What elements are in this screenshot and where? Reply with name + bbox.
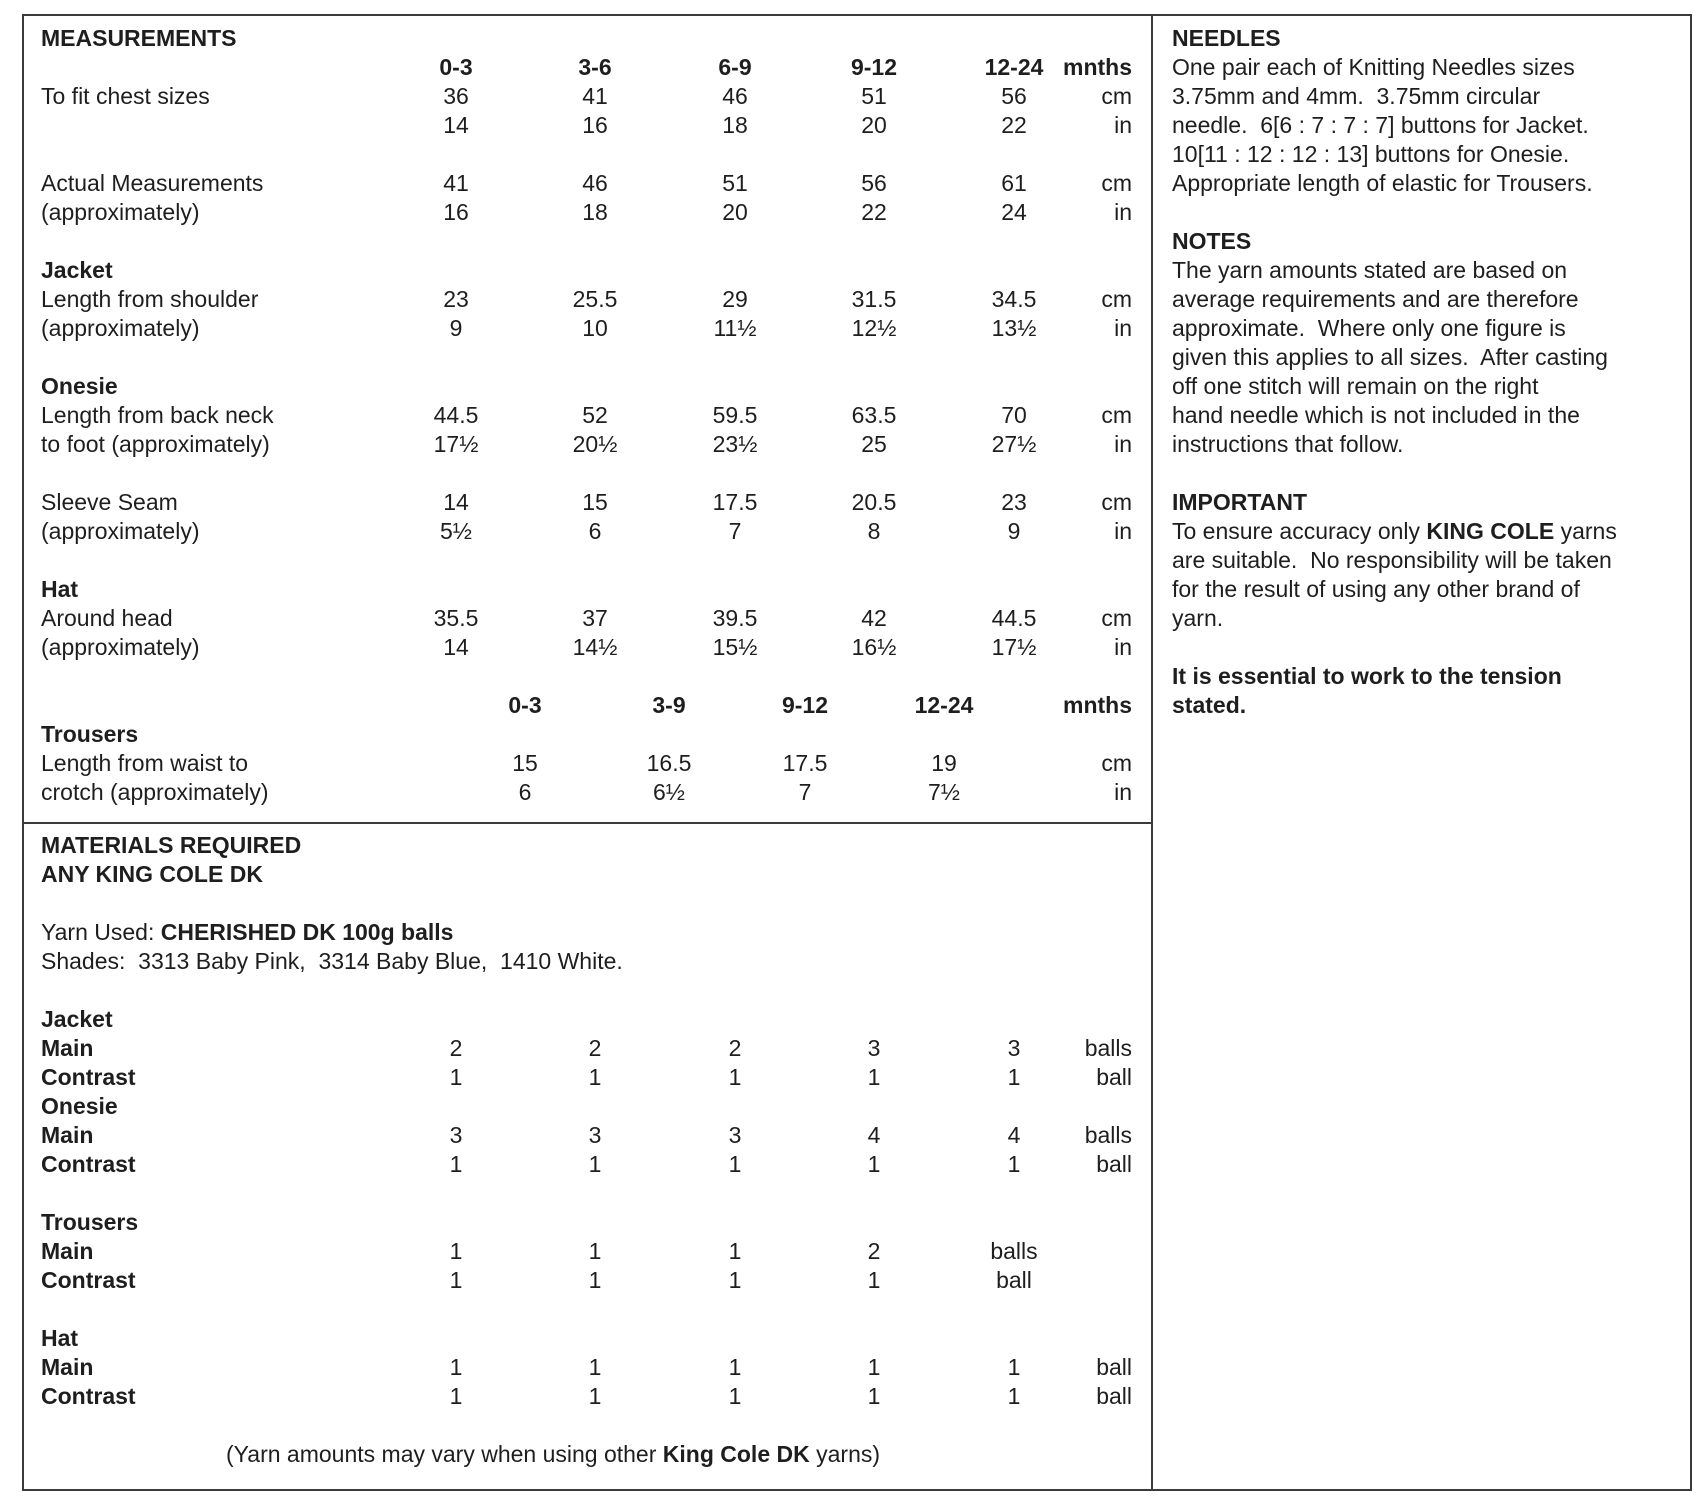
actual-in: 18	[582, 199, 608, 225]
notes-heading: NOTES	[1172, 228, 1252, 254]
column-divider	[1151, 14, 1153, 1491]
yarn-used-label: Yarn Used:	[41, 919, 155, 945]
yarn-used-value: CHERISHED DK 100g balls	[160, 919, 454, 945]
notes-line: instructions that follow.	[1172, 431, 1404, 457]
chest-in: 20	[861, 112, 887, 138]
onesie-in: 17½	[433, 431, 479, 457]
mat-trousers-heading: Trousers	[41, 1209, 139, 1235]
mat-contrast-label: Contrast	[41, 1064, 136, 1090]
yarn-used	[41, 918, 453, 946]
size-header: 3-6	[578, 54, 612, 80]
sleeve-in: 8	[867, 518, 881, 544]
chest-cm: 56	[1001, 83, 1027, 109]
footnote-text: yarns)	[809, 1441, 881, 1467]
mat-jacket-contrast: 1	[449, 1064, 463, 1090]
important-heading: IMPORTANT	[1172, 489, 1308, 515]
mat-onesie-contrast: 1	[728, 1151, 742, 1177]
mat-onesie-main: 3	[588, 1122, 602, 1148]
onesie-cm: 44.5	[433, 402, 479, 428]
mat-jacket-main: 3	[867, 1035, 881, 1061]
notes-line: off one stitch will remain on the right	[1172, 373, 1539, 399]
mat-main-label: Main	[41, 1035, 94, 1061]
unit-in: in	[1114, 431, 1132, 457]
tension-note: It is essential to work to the tension	[1172, 663, 1562, 689]
mat-hat-contrast: 1	[728, 1383, 742, 1409]
needles-line: 3.75mm and 4mm. 3.75mm circular	[1172, 83, 1541, 109]
trousers-cm: 17.5	[782, 750, 828, 776]
trousers-in: 7	[798, 779, 812, 805]
mat-onesie-contrast: 1	[1007, 1151, 1021, 1177]
mat-hat-main: 1	[588, 1354, 602, 1380]
notes-line: approximate. Where only one figure is	[1172, 315, 1566, 341]
unit-cm: cm	[1101, 170, 1132, 196]
footnote-text: (Yarn amounts may vary when using other	[226, 1441, 663, 1467]
onesie-cm: 63.5	[851, 402, 897, 428]
mat-unit: ball	[1096, 1354, 1132, 1380]
mat-hat-main: 1	[728, 1354, 742, 1380]
section-divider	[22, 822, 1153, 824]
size-header: 9-12	[850, 54, 898, 80]
mat-jacket-main: 2	[449, 1035, 463, 1061]
jacket-cm: 23	[443, 286, 469, 312]
tension-note: stated.	[1172, 692, 1247, 718]
important-brand: KING COLE	[1426, 518, 1555, 544]
important-line	[1172, 517, 1617, 545]
mat-unit: ball	[1096, 1383, 1132, 1409]
hat-cm: 37	[582, 605, 608, 631]
sleeve-in: 7	[728, 518, 742, 544]
mat-jacket-contrast: 1	[588, 1064, 602, 1090]
unit-in: in	[1114, 518, 1132, 544]
hat-cm: 42	[861, 605, 887, 631]
needles-line: One pair each of Knitting Needles sizes	[1172, 54, 1575, 80]
chest-in: 22	[1001, 112, 1027, 138]
actual-sublabel: (approximately)	[41, 199, 200, 225]
hat-label: Around head	[41, 605, 173, 631]
notes-line: hand needle which is not included in the	[1172, 402, 1580, 428]
mat-hat-main: 1	[867, 1354, 881, 1380]
mat-trousers-main: 1	[588, 1238, 602, 1264]
trousers-sublabel: crotch (approximately)	[41, 779, 269, 805]
jacket-heading: Jacket	[41, 257, 113, 283]
mat-onesie-main: 3	[449, 1122, 463, 1148]
mat-onesie-contrast: 1	[588, 1151, 602, 1177]
actual-cm: 46	[582, 170, 608, 196]
mat-jacket-heading: Jacket	[41, 1006, 113, 1032]
mat-jacket-main: 2	[588, 1035, 602, 1061]
actual-cm: 56	[861, 170, 887, 196]
yarn-footnote	[226, 1440, 880, 1468]
mat-trousers-main: 2	[867, 1238, 881, 1264]
hat-cm: 39.5	[712, 605, 758, 631]
jacket-sublabel: (approximately)	[41, 315, 200, 341]
needles-line: 10[11 : 12 : 12 : 13] buttons for Onesie.	[1172, 141, 1570, 167]
mat-contrast-label: Contrast	[41, 1267, 136, 1293]
trousers-label: Length from waist to	[41, 750, 249, 776]
chest-label: To fit chest sizes	[41, 83, 210, 109]
sleeve-cm: 15	[582, 489, 608, 515]
actual-label: Actual Measurements	[41, 170, 264, 196]
shades: Shades: 3313 Baby Pink, 3314 Baby Blue, 1410 White.	[41, 948, 623, 974]
mat-onesie-main: 4	[1007, 1122, 1021, 1148]
trousers-size-header: 9-12	[781, 692, 829, 718]
footnote-brand: King Cole DK	[662, 1441, 810, 1467]
unit-cm: cm	[1101, 286, 1132, 312]
mat-trousers-contrast: 1	[588, 1267, 602, 1293]
trousers-heading: Trousers	[41, 721, 139, 747]
actual-in: 24	[1001, 199, 1027, 225]
sleeve-in: 6	[588, 518, 602, 544]
actual-in: 20	[722, 199, 748, 225]
chest-cm: 41	[582, 83, 608, 109]
mat-jacket-contrast: 1	[1007, 1064, 1021, 1090]
notes-line: The yarn amounts stated are based on	[1172, 257, 1568, 283]
unit-cm: cm	[1101, 605, 1132, 631]
size-unit: mnths	[1063, 54, 1132, 80]
mat-contrast-label: Contrast	[41, 1383, 136, 1409]
actual-cm: 61	[1001, 170, 1027, 196]
mat-hat-main: 1	[1007, 1354, 1021, 1380]
jacket-cm: 34.5	[991, 286, 1037, 312]
unit-in: in	[1114, 199, 1132, 225]
trousers-cm: 15	[512, 750, 538, 776]
sleeve-in: 5½	[440, 518, 472, 544]
mat-jacket-contrast: 1	[867, 1064, 881, 1090]
mat-trousers-contrast: 1	[867, 1267, 881, 1293]
mat-hat-contrast: 1	[588, 1383, 602, 1409]
hat-sublabel: (approximately)	[41, 634, 200, 660]
mat-main-label: Main	[41, 1238, 94, 1264]
jacket-label: Length from shoulder	[41, 286, 259, 312]
onesie-in: 23½	[712, 431, 758, 457]
mat-hat-contrast: 1	[867, 1383, 881, 1409]
needles-line: needle. 6[6 : 7 : 7 : 7] buttons for Jacket.	[1172, 112, 1589, 138]
trousers-in: 7½	[928, 779, 960, 805]
important-text: To ensure accuracy only	[1172, 518, 1427, 544]
size-header: 0-3	[439, 54, 473, 80]
mat-unit: balls	[990, 1238, 1038, 1264]
mat-hat-main: 1	[449, 1354, 463, 1380]
mat-onesie-main: 4	[867, 1122, 881, 1148]
jacket-in: 13½	[991, 315, 1037, 341]
unit-cm: cm	[1101, 750, 1132, 776]
mat-unit: balls	[1084, 1122, 1132, 1148]
mat-unit: ball	[1096, 1064, 1132, 1090]
jacket-cm: 25.5	[572, 286, 618, 312]
trousers-in: 6	[518, 779, 532, 805]
hat-in: 15½	[712, 634, 758, 660]
mat-onesie-contrast: 1	[449, 1151, 463, 1177]
chest-in: 16	[582, 112, 608, 138]
mat-main-label: Main	[41, 1354, 94, 1380]
trousers-cm: 16.5	[646, 750, 692, 776]
mat-unit: ball	[996, 1267, 1032, 1293]
mat-hat-contrast: 1	[449, 1383, 463, 1409]
sleeve-sublabel: (approximately)	[41, 518, 200, 544]
mat-jacket-contrast: 1	[728, 1064, 742, 1090]
unit-in: in	[1114, 315, 1132, 341]
hat-in: 17½	[991, 634, 1037, 660]
trousers-size-header: 0-3	[508, 692, 542, 718]
jacket-in: 10	[582, 315, 608, 341]
important-line: for the result of using any other brand of	[1172, 576, 1580, 602]
chest-cm: 51	[861, 83, 887, 109]
mat-trousers-contrast: 1	[728, 1267, 742, 1293]
materials-subheading: ANY KING COLE DK	[41, 861, 263, 887]
jacket-cm: 31.5	[851, 286, 897, 312]
hat-cm: 44.5	[991, 605, 1037, 631]
size-header: 12-24	[984, 54, 1044, 80]
size-unit: mnths	[1063, 692, 1132, 718]
onesie-sublabel: to foot (approximately)	[41, 431, 270, 457]
sleeve-cm: 17.5	[712, 489, 758, 515]
sleeve-cm: 20.5	[851, 489, 897, 515]
important-line: yarn.	[1172, 605, 1224, 631]
unit-cm: cm	[1101, 83, 1132, 109]
actual-in: 16	[443, 199, 469, 225]
chest-cm: 36	[443, 83, 469, 109]
mat-trousers-main: 1	[728, 1238, 742, 1264]
jacket-in: 12½	[851, 315, 897, 341]
mat-onesie-heading: Onesie	[41, 1093, 118, 1119]
sleeve-cm: 14	[443, 489, 469, 515]
actual-cm: 51	[722, 170, 748, 196]
unit-in: in	[1114, 634, 1132, 660]
mat-trousers-contrast: 1	[449, 1267, 463, 1293]
hat-in: 14½	[572, 634, 618, 660]
unit-in: in	[1114, 779, 1132, 805]
needles-heading: NEEDLES	[1172, 25, 1281, 51]
mat-unit: balls	[1084, 1035, 1132, 1061]
actual-cm: 41	[443, 170, 469, 196]
hat-in: 14	[443, 634, 469, 660]
materials-heading: MATERIALS REQUIRED	[41, 832, 302, 858]
onesie-cm: 59.5	[712, 402, 758, 428]
trousers-size-header: 3-9	[652, 692, 686, 718]
mat-hat-contrast: 1	[1007, 1383, 1021, 1409]
size-header: 6-9	[718, 54, 752, 80]
page-border	[22, 14, 1692, 1491]
onesie-cm: 52	[582, 402, 608, 428]
mat-jacket-main: 3	[1007, 1035, 1021, 1061]
unit-cm: cm	[1101, 489, 1132, 515]
trousers-cm: 19	[931, 750, 957, 776]
notes-line: given this applies to all sizes. After casting	[1172, 344, 1608, 370]
trousers-size-header: 12-24	[914, 692, 974, 718]
unit-cm: cm	[1101, 402, 1132, 428]
mat-unit: ball	[1096, 1151, 1132, 1177]
needles-line: Appropriate length of elastic for Trousers.	[1172, 170, 1593, 196]
trousers-in: 6½	[653, 779, 685, 805]
notes-line: average requirements and are therefore	[1172, 286, 1579, 312]
sleeve-label: Sleeve Seam	[41, 489, 178, 515]
chest-cm: 46	[722, 83, 748, 109]
mat-hat-heading: Hat	[41, 1325, 79, 1351]
hat-in: 16½	[851, 634, 897, 660]
unit-in: in	[1114, 112, 1132, 138]
mat-trousers-main: 1	[449, 1238, 463, 1264]
jacket-cm: 29	[722, 286, 748, 312]
onesie-label: Length from back neck	[41, 402, 274, 428]
important-text: yarns	[1554, 518, 1617, 544]
chest-in: 18	[722, 112, 748, 138]
hat-cm: 35.5	[433, 605, 479, 631]
important-line: are suitable. No responsibility will be taken	[1172, 547, 1612, 573]
mat-main-label: Main	[41, 1122, 94, 1148]
mat-contrast-label: Contrast	[41, 1151, 136, 1177]
mat-jacket-main: 2	[728, 1035, 742, 1061]
onesie-in: 27½	[991, 431, 1037, 457]
jacket-in: 9	[449, 315, 463, 341]
mat-onesie-main: 3	[728, 1122, 742, 1148]
chest-in: 14	[443, 112, 469, 138]
mat-onesie-contrast: 1	[867, 1151, 881, 1177]
measurements-heading: MEASUREMENTS	[41, 25, 237, 51]
onesie-in: 20½	[572, 431, 618, 457]
jacket-in: 11½	[713, 315, 757, 341]
hat-heading: Hat	[41, 576, 79, 602]
onesie-in: 25	[861, 431, 887, 457]
actual-in: 22	[861, 199, 887, 225]
sleeve-cm: 23	[1001, 489, 1027, 515]
sleeve-in: 9	[1007, 518, 1021, 544]
onesie-heading: Onesie	[41, 373, 118, 399]
onesie-cm: 70	[1001, 402, 1027, 428]
